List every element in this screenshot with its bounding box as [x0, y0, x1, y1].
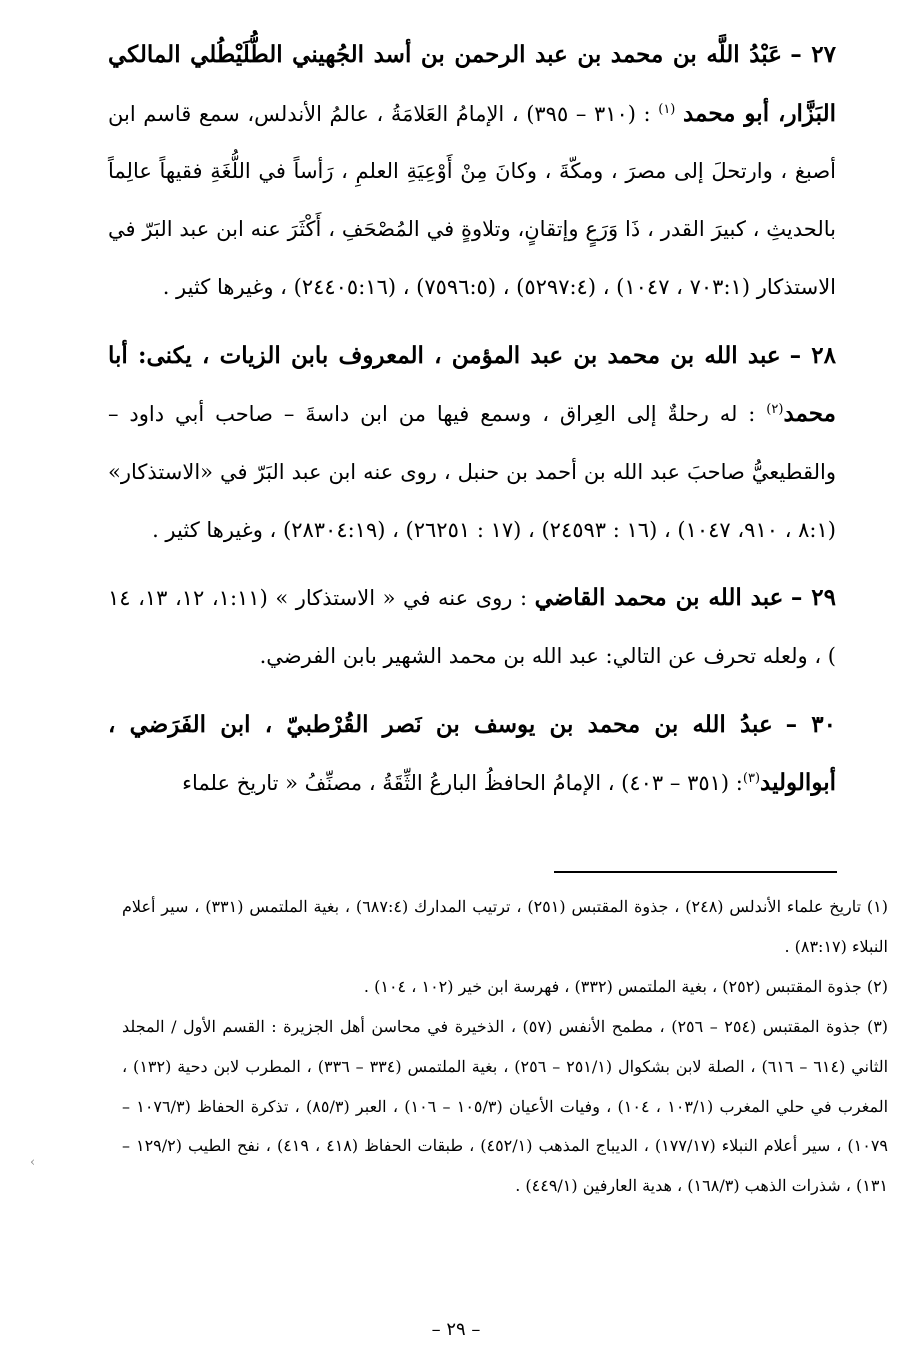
entry-number: ٣٠ –: [785, 710, 836, 738]
entry-name: عَبْدُ اللَّه بن محمد بن عبد الرحمن بن أسد الجُهيني الطُّلَيْطُلي المالكي البَزَّار، أبو محمد: [108, 41, 836, 127]
footnote-text: تاريخ علماء الأندلس (٢٤٨) ، جذوة المقتبس (٢٥١) ، ترتيب المدارك (٦٨٧:٤) ، بغية الملتمس (٣٣١) ، سير أعلام النبلاء (٨٣:١٧) .: [122, 897, 888, 956]
footnote-3: [122, 1007, 888, 1207]
entry-text: : له رحلةٌ إلى العِراق ، وسمع فيها من ابن داسةَ – صاحب أبي داود – والقطيعيُّ صاحبَ عبد الله بن أحمد بن حنبل ، روى عنه ابن عبد البَرّ في «الاستذكار» (٨:١ ، ٩١٠، ١٠٤٧) ، (١٦ : ٢٤٥٩٣) ، (١٧ : ٢٦٢٥١) ، (٢٨٣٠٤:١٩) ، وغيرها كثير .: [108, 402, 836, 542]
entry-name: عبدُ الله بن محمد بن يوسف بن نَصر القُرْطبيّ ، ابن الفَرَضي ، أبوالوليد: [108, 710, 836, 797]
entry-number: ٢٨ –: [789, 341, 836, 369]
entry-28: [108, 327, 836, 560]
entry-29: [108, 569, 836, 685]
footnotes: [122, 887, 888, 1206]
main-text: [108, 26, 836, 813]
footnote-ref[interactable]: (٢): [766, 402, 784, 418]
entry-27: [108, 26, 836, 317]
footnote-label: (٣): [866, 1016, 889, 1036]
footnote-1: [122, 887, 888, 967]
entry-name: عبد الله بن محمد بن عبد المؤمن ، المعروف بابن الزيات ، يكنى: أبا محمد: [108, 341, 836, 428]
footnote-text: جذوة المقتبس (٢٥٢) ، بغية الملتمس (٣٣٢) ، فهرسة ابن خير (١٠٢ ، ١٠٤) .: [363, 976, 862, 996]
footnote-text: جذوة المقتبس (٢٥٤ – ٢٥٦) ، مطمح الأنفس (٥٧) ، الذخيرة في محاسن أهل الجزيرة : القسم الأول / المجلد الثاني (٦١٤ – ٦١٦) ، الصلة لابن بشكوال (٢٥١/١ – ٢٥٦) ، بغية الملتمس (٣٣٤ – ٣٣٦) ، المطرب لابن دحية (١٣٢) ، المغرب في حلي المغرب (١٠٣/١ ، ١٠٤) ، وفيات الأعيان (١٠٥/٣ – ١٠٦) ، العبر (٨٥/٣) ، تذكرة الحفاظ (١٠٧٦/٣ – ١٠٧٩) ، سير أعلام النبلاء (١٧٧/١٧) ، الديباج المذهب (٤٥٢/١) ، طبقات الحفاظ (٤١٨ ، ٤١٩) ، نفح الطيب (١٢٩/٢ – ١٣١) ، شذرات الذهب (١٦٨/٣) ، هدية العارفين (٤٤٩/١) .: [122, 1016, 889, 1196]
footnote-2: [122, 967, 888, 1007]
entry-number: ٢٧ –: [790, 41, 836, 68]
entry-name: عبد الله بن محمد القاضي: [534, 584, 784, 612]
margin-mark: ‹: [30, 1155, 36, 1170]
footnote-ref[interactable]: (١): [658, 101, 676, 117]
footnote-label: (١): [866, 897, 889, 916]
entry-text: : روى عنه في « الاستذكار » (١:١١، ١٢، ١٣، ١٤ ) ، ولعله تحرف عن التالي: عبد الله بن محمد الشهير بابن الفرضي.: [108, 586, 836, 669]
page-number: – ٢٩ –: [431, 1319, 481, 1340]
entry-text: : (٣٥١ – ٤٠٣) ، الإمامُ الحافظُ البارعُ الثِّقَةُ ، مصنِّفُ « تاريخ علماء: [182, 771, 743, 796]
footnote-label: (٢): [866, 976, 888, 996]
entry-30: [108, 696, 836, 813]
entry-number: ٢٩ –: [790, 584, 836, 612]
entry-text: : (٣١٠ – ٣٩٥) ، الإمامُ العَلامَةُ ، عالمُ الأندلس، سمع قاسم ابن أصبغ ، وارتحلَ إلى مصرَ ، ومكّةَ ، وكانَ مِنْ أَوْعِيَةِ العلمِ ، رَأساً في اللُّغَةِ فقيهاً عالِماً بالحديثِ ، كبيرَ القدر ، ذَا وَرَعٍ وإتقانٍ، وتلاوةٍ في المُصْحَفِ ، أَكْثَرَ عنه ابن عبد البَرّ في الاستذكار (٧٠٣:١ ، ١٠٤٧) ، (٥٢٩٧:٤) ، (٧٥٩٦:٥) ، (٢٤٤٠٥:١٦) ، وغيرها كثير .: [108, 101, 836, 299]
footnote-ref[interactable]: (٣): [742, 771, 761, 787]
footnote-divider: [554, 871, 837, 873]
